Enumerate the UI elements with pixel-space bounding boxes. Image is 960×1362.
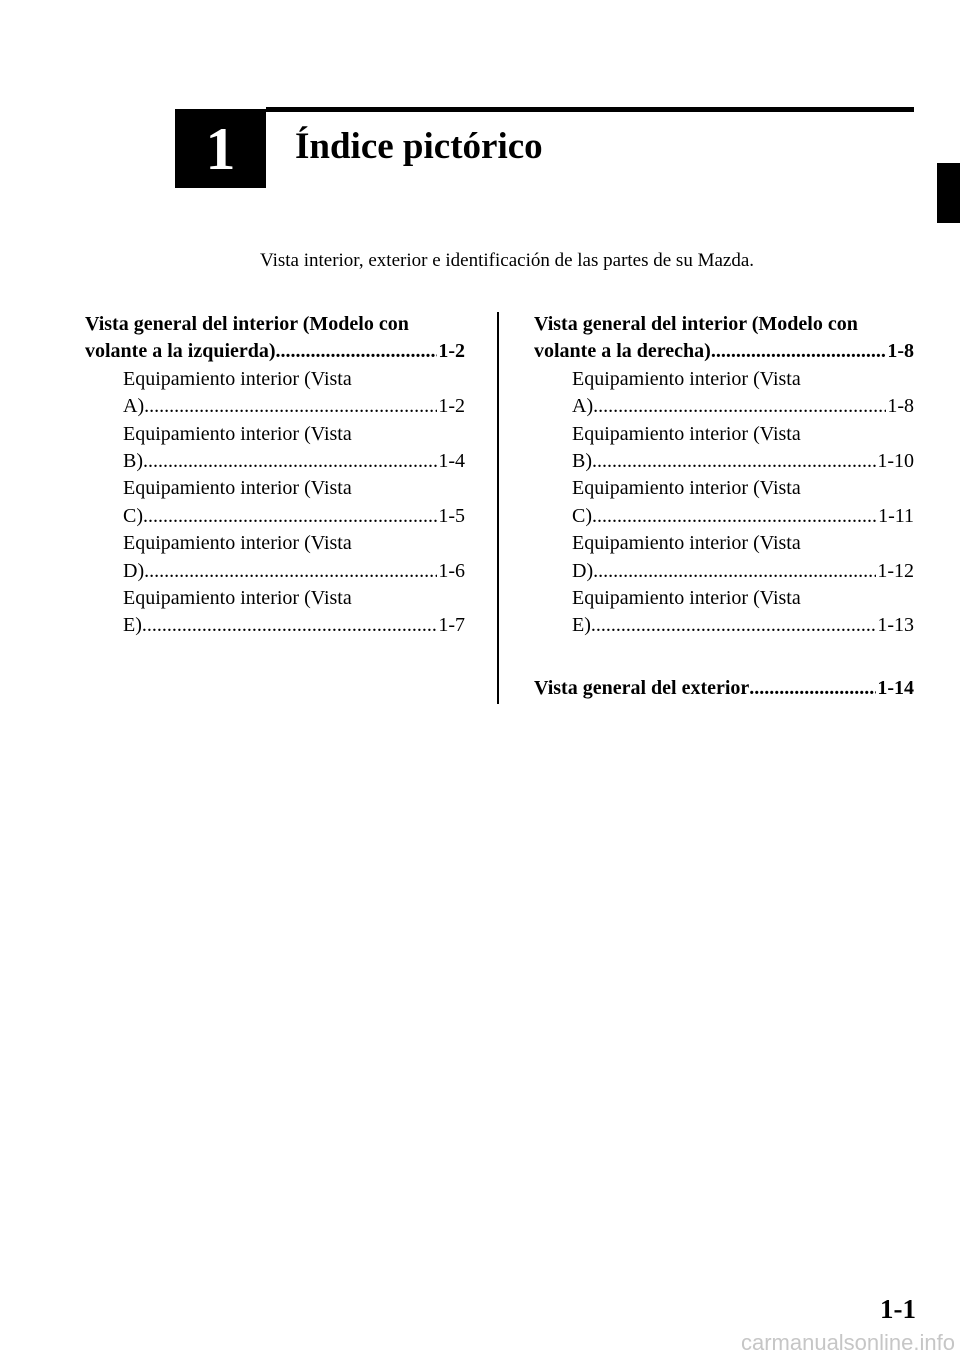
dot-leader — [142, 612, 437, 639]
dot-leader — [143, 503, 437, 530]
toc-entry-title: Equipamiento interior (Vista — [572, 367, 801, 390]
watermark-text: carmanualsonline.info — [740, 1330, 955, 1355]
toc-entry-title-cont: C) — [572, 504, 592, 527]
toc-entry-page: 1-12 — [877, 559, 914, 582]
toc-entry-page: 1-13 — [877, 614, 914, 637]
toc-entry-title-cont: E) — [123, 614, 142, 637]
toc-entry-title-cont: D) — [572, 559, 594, 582]
toc-entry-page: 1-2 — [438, 395, 465, 418]
toc-entry-title: Vista general del interior (Modelo con — [534, 313, 858, 335]
toc-entry-title: Equipamiento interior (Vista — [572, 532, 801, 555]
dot-leader — [276, 338, 438, 365]
toc-entry[interactable] — [85, 585, 465, 640]
toc-entry-page: 1-10 — [877, 450, 914, 473]
toc-right-column — [534, 311, 914, 702]
toc-entry-title-cont: A) — [572, 395, 594, 418]
toc-entry[interactable] — [85, 366, 465, 421]
toc-entry-title: Vista general del interior (Modelo con — [85, 313, 409, 335]
column-divider — [497, 312, 499, 704]
dot-leader — [591, 612, 876, 639]
dot-leader — [143, 448, 437, 475]
toc-entry-title: Equipamiento interior (Vista — [572, 477, 801, 500]
chapter-number-box — [175, 109, 266, 188]
toc-entry[interactable] — [534, 421, 914, 476]
toc-entry-title: Equipamiento interior (Vista — [123, 477, 352, 500]
toc-entry[interactable] — [534, 675, 914, 702]
chapter-subtitle: Vista interior, exterior e identificación de las partes de su Mazda. — [260, 250, 755, 271]
toc-entry-title: Equipamiento interior (Vista — [572, 422, 801, 445]
spacer — [534, 640, 914, 675]
toc-entry-title: Equipamiento interior (Vista — [123, 532, 352, 555]
dot-leader — [749, 675, 876, 702]
toc-entry-title-cont: B) — [572, 450, 592, 473]
toc-entry-title-cont: C) — [123, 504, 143, 527]
toc-entry[interactable] — [85, 421, 465, 476]
toc-entry[interactable] — [85, 311, 465, 366]
dot-leader — [593, 393, 886, 420]
toc-entry-page: 1-2 — [438, 340, 465, 363]
toc-entry-title-cont: E) — [572, 614, 591, 637]
toc-entry-title: Equipamiento interior (Vista — [123, 422, 352, 445]
toc-entry[interactable] — [534, 366, 914, 421]
toc-entry-page: 1-5 — [438, 504, 465, 527]
toc-entry-title-cont: A) — [123, 395, 145, 418]
dot-leader — [592, 503, 877, 530]
toc-entry-title: Vista general del exterior — [534, 676, 750, 699]
dot-leader — [592, 448, 876, 475]
toc-entry-title-cont: B) — [123, 450, 143, 473]
toc-left-column — [85, 311, 465, 640]
title-rule — [266, 107, 914, 112]
dot-leader — [593, 558, 876, 585]
dot-leader — [144, 558, 437, 585]
dot-leader — [144, 393, 437, 420]
chapter-title: Índice pictórico — [295, 126, 543, 167]
dot-leader — [711, 338, 887, 365]
toc-entry[interactable] — [534, 585, 914, 640]
toc-entry-title: Equipamiento interior (Vista — [123, 587, 352, 610]
toc-entry-title-cont: D) — [123, 559, 145, 582]
toc-entry-title: Equipamiento interior (Vista — [123, 367, 352, 390]
toc-entry[interactable] — [534, 530, 914, 585]
toc-entry-page: 1-7 — [438, 614, 465, 637]
toc-entry-page: 1-11 — [878, 504, 914, 527]
toc-entry-page: 1-4 — [438, 450, 465, 473]
toc-entry-page: 1-6 — [438, 559, 465, 582]
toc-entry-title-cont: volante a la izquierda) — [85, 340, 276, 363]
toc-entry-title-cont: volante a la derecha) — [534, 340, 711, 363]
toc-entry[interactable] — [85, 530, 465, 585]
toc-entry-title: Equipamiento interior (Vista — [572, 587, 801, 610]
toc-entry[interactable] — [534, 475, 914, 530]
chapter-number: 1 — [205, 115, 236, 182]
toc-entry-page: 1-8 — [887, 395, 914, 418]
page-number: 1-1 — [880, 1294, 916, 1324]
toc-entry-page: 1-8 — [887, 340, 914, 363]
chapter-thumb-tab — [937, 163, 960, 223]
toc-entry[interactable] — [534, 311, 914, 366]
toc-entry-page: 1-14 — [877, 676, 914, 699]
toc-entry[interactable] — [85, 475, 465, 530]
